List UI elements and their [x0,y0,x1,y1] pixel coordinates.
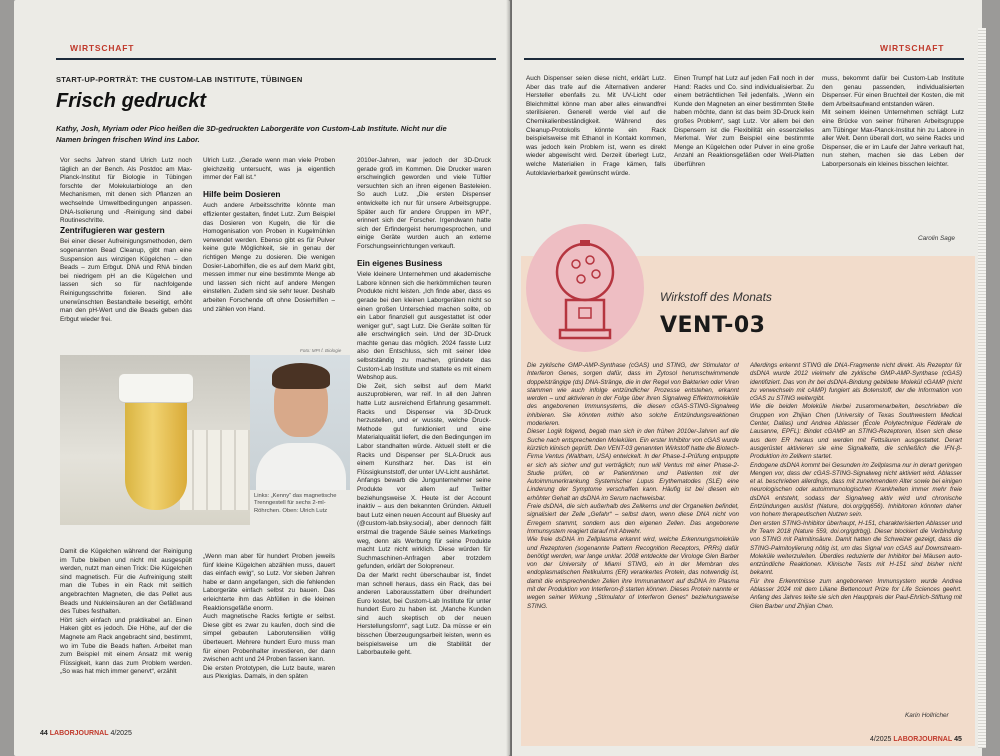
paragraph: Mit seinem kleinen Unternehmen schlägt Lutz eine Brücke von seiner früheren Arbeitsgruppe am Tübinger Max-Planck-Institut hin zu Labore in aller Welt. Denn überall dort, wo seine Racks und Dispenser, die er im Laufe der Jahre verkauft hat, nun stehen, machen sie das Leben der Laborpersonals ein kleines bisschen leichter. [822,109,964,168]
magnetic-rack-photo [60,355,250,525]
box-kicker: Wirkstoff des Monats [660,290,772,304]
right-header-rule [524,58,964,60]
paragraph: Allerdings erkennt STING die DNA-Fragmente nicht direkt. Als Rezeptor für dsDNA wurde 2012 vielmehr die zyklische GMP-AMP-Synthase (cGAS) identifiziert. Das von ihr bei dsDNA-Bindung gebildete Molekül cGAMP (nicht zu verwechseln mit cAMP) fungiert als Botenstoff, der die Information von cGAS zu STING weitergibt. [750,362,962,403]
paragraph: Den ersten STING-Inhibitor überhaupt, H-151, charakterisierten Ablasser und ihr Team 2018 (Nature 559, doi.org/gdrbgj). Dieser blockiert die Verbindung von STING mit Palmitinsäure. Damit hatten die Schweizer gezeigt, dass die STING-Palmitoylierung nötig ist, um das Signal von cGAS auf Downstream-Moleküle weiterzuleiten. Überdies reduzierte der Inhibitor bei Mäusen auto-entzündliche Reaktionen. Klinische Tests mit H-151 sind bisher nicht bekannt. [750,519,962,577]
paragraph: Die zyklische GMP-AMP-Synthase (cGAS) und STING, der Stimulator of Interferon Genes, sorgen dafür, dass im Zytosol herumschwimmende doppelsträngige (ds) DNA-Stränge, die in der Regel von Bakterien oder Viren stammen wie auch infolge entzündlicher Prozesse entstehen, erkannt werden – und aktivieren in der Folge über ihren Signalweg Effektormoleküle des angeborenen Immunsystems, die diesen cGAS-STING-Signalweg inhibieren. Sie könnten mithin also solche Entzündungsreaktionen moderieren. [527,362,739,428]
paragraph: Freie dsDNA, die sich außerhalb des Zellkerns und der Organellen befindet, signalisiert der Zelle „Gefahr“ – selbst dann, wenn diese DNA nicht von Erregern stammt, sondern aus den eigenen Zellen. Das angeborene Immunsystem reagiert darauf mit Abwehr. [527,503,739,535]
portrait-photo [250,355,350,490]
right-column-1 [526,75,666,225]
subheading: Hilfe beim Dosieren [203,188,281,199]
paragraph: Bei einer dieser Aufreinigungsmethoden, dem sogenannten Bead Cleanup, gibt man eine Suspension aus winzigen Kügelchen – den Beads – zum Erbgut. DNA und RNA binden bei niedrigem pH an die Kügelchen und lassen sich so für nachfolgende Reinigungsschritte fixieren. Sind alle unerwünschten Bestandteile beseitigt, erhöht man den pH-Wert und die Beads geben das Erbgut wieder frei. [60,238,192,323]
issue-number: 4/2025 [870,736,892,743]
photo-credit: Foto: MPI f. Biologie [300,348,342,353]
right-footer [870,736,962,743]
paragraph: muss, bekommt dafür bei Custom-Lab Institute den genau passenden, individualisierten Dispenser. Für einen Bruchteil der Kosten, die mit dem Arbeitsaufwand entstanden wären. [822,75,964,108]
tube-cap-shape [118,373,194,403]
rack-shape [180,430,250,510]
paragraph: Da der Markt recht überschaubar ist, findet man schnell heraus, dass ein Rack, das bei anderen Laborausstattern über dreihundert Euro kostet, bei Custom-Lab Institute für unter hundert Euro zu haben ist. „Manche Kunden sind auch skeptisch ob der neuen Herstellungsform“, sagt Lutz. Da müsse er ein bisschen Überzeugungsarbeit leisten, wenn es beispielsweise um die Stabilität der Laborbauteile geht. [357,571,491,657]
gumball-machine-icon-svg [526,224,644,352]
paragraph: Vor sechs Jahren stand Ulrich Lutz noch täglich an der Bench. Als Postdoc am Max-Planck-Institut für Biologie in Tübingen forschte der Molekularbiologe an den Mechanismen, mit denen sich Pflanzen an wechselnde Umweltbedingungen anpassen. DNA-Isolierung und -Reinigung sind dabei Routineschritte. [60,157,192,225]
paragraph: Viele kleinere Unternehmen und akademische Labore können sich die herkömmlichen teuren Produkte nicht leisten. „Ich finde aber, dass es gerade bei den kleinen Laborgeräten nicht so einen großen Unterschied machen sollte, ob ein Labor finanziell gut ausgestattet ist oder weniger gut“, sagt Lutz. Die Geräte sollten für alle erschwinglich sein. Und der 3D-Druck machte genau das möglich. 2024 fasste Lutz also den Entschluss, sich mit seiner Idee selbstständig zu machen, gründete das Custom-Lab Institute und stattete es mit einem Webshop aus. [357,271,491,382]
box-column-2 [750,362,962,715]
left-section-label: WIRTSCHAFT [70,43,135,53]
paragraph: Für ihre Erkenntnisse zum angeborenen Immunsystem wurde Andrea Ablasser 2024 mit dem Liliane Bettencourt Prize for Life Sciences geehrt. Anfang des Jahres teilte sie sich den Hauptpreis der Paul-Ehrlich-Stiftung mit Glen Barber und Zhijian Chen. [750,577,962,610]
page-edge [978,28,986,748]
article-title: Frisch gedruckt [56,90,207,112]
paragraph: Die Zeit, sich selbst auf dem Markt auszuprobieren, war reif. In all den Jahren hatte Lutz ausreichend Erfahrung gesammelt. Racks und Dispenser via 3D-Druck herzustellen, und er wusste, welche Druck-Methode gut funktioniert und eine Materialqualität liefert, die den Bedingungen im Labor standhalten würde. Aktuell stellt er die Racks und Dispenser per SLA-Druck aus einem Kunstharz her. Das ist ein Flüssigkunststoff, der unter UV-Licht aushärtet. [357,382,491,476]
right-column-2 [674,75,814,225]
paragraph: Einen Trumpf hat Lutz auf jeden Fall noch in der Hand: Racks und Co. sind individualisierbar. Zu einem beträchtlichen Teil jedenfalls. „Wenn ein Kunde den Magneten an einer bestimmten Stelle haben möchte, dann ist das beim 3D-Druck kein großes Problem“, sagt Lutz. Vor allem bei den Dispensern ist die Flexibilität ein essenzielles Merkmal. Wer zum Beispiel eine bestimmte Menge an Kügelchen oder Pulver in eine große Anzahl an Reaktionsgefäßen oder Well-Platten überführen [674,75,814,168]
article-teaser: Kathy, Josh, Myriam oder Pico heißen die 3D-gedruckten Laborgeräte von Custom-Lab Institute. Nicht nur die Namen bringen frischen Wind ins Labor. [56,124,447,144]
left-column-3 [357,157,491,710]
right-section-label: WIRTSCHAFT [880,43,945,53]
paragraph: Wie freie dsDNA im Zellplasma erkannt wird, welche Erkennungsmoleküle und Rezeptoren (sogenannte Pattern Recognition Receptors, PRRs) dafür benötigt werden, war lange unklar. 2008 entdeckte der Virologe Glen Barber von der University of Miami STING, ein in der Membran des endoplasmatischen Retikulums (ER) verankertes Protein, das notwendig ist, damit die entsprechenden Zellen ihre Immunantwort auf dsDNA im Plasma mit der Produktion von Interferon-β starten können. Dieses Protein nannte er wegen seiner Wirkung „Stimulator of Interferon Genes“ beziehungsweise STING. [527,536,739,610]
subheading: Zentrifugieren war gestern [60,224,165,235]
gumball-machine-icon [526,224,644,352]
paragraph: Ulrich Lutz. „Gerade wenn man viele Proben gleichzeitig untersucht, was ja eigentlich immer der Fall ist.“ [203,157,335,182]
paragraph: Dieser Logik folgend, begab man sich in den frühen 2010er-Jahren auf die Suche nach entsprechenden Molekülen. Ein erster Inhibitor von cGAS wurde kürzlich klinisch geprüft. Den VENT-03 genannten Wirkstoff hatte die Biotech-Firma Ventus (Waltham, USA) entwickelt. In der Phase-1-Prüfung entpuppte er sich als sicher und gut verträglich; nun will Ventus mit einer Phase-2-Studie prüfen, ob er Patientinnen und Patienten mit der Autoimmunerkrankung Systemischer Lupus Erythematodes (SLE) eine Linderung der Symptome verschaffen kann. Häufig ist bei diesen ein erhöhter Gehalt an dsDNA im Serum nachweisbar. [527,428,739,502]
paragraph: Auch Dispenser seien diese nicht, erklärt Lutz. Aber das trafe auf die Alternativen anderer Hersteller ebenfalls zu. Mit UV-Licht oder Bleichmittel könne man aber alles einwandfrei sterilisieren. Generell werde viel auf die Chemikalienbeständigkeit. Während des Cleanup-Protokolls könnte ein Rack beispielsweise mit Ethanol in Kontakt kommen, was jedoch kein Problem ist, wenn es direkt wieder abgewischt wird. Derzeit überlegt Lutz, welche Materialien in Frage kämen, falls Autoklavierbarkeit gewünscht würde. [526,75,666,177]
issue-number: 4/2025 [110,730,132,737]
right-column-3 [822,75,964,225]
paragraph: Auch andere Arbeitsschritte könnte man effizienter gestalten, findet Lutz. Zum Beispiel das Dosieren von Kugeln, die für die Homogenisation von Proben in Kugelmühlen verwendet werden. Ebenso gibt es für Pulver keine gute Möglichkeit, sie in genau der richtigen Menge zu dosieren. Die wenigen Dosier-Laborhilfen, die es auf dem Markt gibt, messen immer nur eine bestimmte Menge ab und lassen sich nicht auf andere Mengen einstellen. Zudem sind sie sehr teuer. Deshalb arbeiten Forschende oft ohne Dosierhilfen – und zählen von Hand. [203,202,335,313]
paragraph: Damit die Kügelchen während der Reinigung im Tube bleiben und nicht mit ausgespült werden, nutzt man einen Trick: Die Kügelchen sind magnetisch. Für die Aufreinigung stellt man die Tubes in ein Rack mit seitlich angebrachten Magneten, die das Pellet aus Beads und Nukleinsäuren an der Gefäßwand des Tubes festhalten. [60,548,192,616]
box-signature: Karin Hollricher [905,712,949,719]
hair-shape [272,363,330,389]
paragraph: Auch magnetische Racks fertigte er selbst. Diese gibt es zwar zu kaufen, doch sind die simpel gebauten Laborutensilien völlig überteuert. Mehrere hundert Euro muss man für einen Probenhalter investieren, der dann zwischen acht und 24 Proben fassen kann. [203,613,335,664]
left-column-1-bottom [60,548,192,718]
left-column-2-top [203,157,335,345]
paragraph: Wie die beiden Moleküle hierbei zusammenarbeiten, beschrieben die Gruppen von Zhijian Chen (University of Texas Southwestern Medical Center, Dallas) und Andrea Ablasser (École Polytechnique Fédérale de Lausanne, EPFL): Bindet cGAMP an STING-Rezeptoren, lösen sich diese aus dem ER heraus und werden mit Fettsäuren ausgestattet. Derart ausgerüstet aktivieren sie eine Signalkette, die schließlich die IFN-β-Produktion im Zellkern startet. [750,403,962,461]
box-title: VENT-03 [660,313,766,338]
left-column-1-top [60,157,192,345]
magazine-brand: LABORJOURNAL [49,730,109,737]
paragraph: Hört sich einfach und praktikabel an. Einen Haken gibt es jedoch. Die Höhe, auf der die Magnete am Rack angebracht sind, bestimmt, wo im Tube die Beads haften. Arbeitet man zum Beispiel mit einem Ansatz mit wenig Flüssigkeit, kann das zum Problem werden. „So was hat mich immer genervt“, erzählt [60,616,192,676]
tube-shape [125,395,187,510]
magazine-brand: LABORJOURNAL [893,736,953,743]
page-number: 45 [954,736,962,743]
paragraph: Anfangs bewarb die Jungunternehmer seine Produkte vor allem auf Twitter beziehungsweise X. Heute ist der Account inaktiv – aus den bekannten Gründen. Aktuell baut Lutz einen neuen Account auf Bluesky auf (@custom-lab.bsky.social), aber dennoch fällt erstmal die tragende Säule seines Marketings weg, denn als Werbung für seine Produkte macht Lutz nicht wirklich. Diese würden für Suchmaschinen-Anfragen aber trotzdem gefunden, erklärt der Solopreneur. [357,477,491,571]
shirt-shape [256,443,346,490]
paragraph: 2010er-Jahren, war jedoch der 3D-Druck gerade groß im Kommen. Die Drucker waren erschwinglich geworden und viele Tüftler versuchten sich an ihren eigenen Basteleien. So auch Lutz. „Die ersten Dispenser entwickelte ich nur für unsere Arbeitsgruppe. Später auch für andere Gruppen im MPI“, erinnert sich der Forscher. Irgendwann hatte sich der Erfindergeist herumgesprochen, und einige Geräte wurden auch an externe Forschungseinrichtungen verkauft. [357,157,491,250]
paragraph: Die ersten Prototypen, die Lutz baute, waren aus Plexiglas. Damals, in den späten [203,664,335,681]
paragraph: „Wenn man aber für hundert Proben jeweils fünf kleine Kügelchen abzählen muss, dauert das einfach ewig“, so Lutz. Vor sieben Jahren habe er dann angefangen, sich die fehlenden Laborgeräte einfach selbst zu bauen. Das erleichterte ihm das Abfüllen in die kleinen Reaktionsgefäße enorm. [203,553,335,612]
photo-caption: Links: „Kenny“ das magnetische Trenngestell für sechs 2-ml-Röhrchen. Oben: Ulrich Lutz [254,493,337,514]
left-column-2-bottom [203,553,335,718]
paragraph: Endogene dsDNA kommt bei Gesunden im Zellplasma nur in derart geringen Mengen vor, dass der cGAS-STING-Signalweg nicht aktiviert wird. Ablasser et al. beschrieben allerdings, dass mit zunehmendem Alter sowie bei einigen neurologischen oder autoimmunologischen Krankheiten immer mehr freie dsDNA entsteht, sodass der Signalweg aktiv wird und chronische Entzündungen auslöst (Nature, doi.org/gq656). Inhibitoren könnten daher von hohem therapeutischen Nutzen sein. [750,461,962,519]
subheading: Ein eigenes Business [357,257,443,268]
left-header-rule [56,58,496,60]
author-signature: Carolin Sage [918,235,955,242]
article-kicker: START-UP-PORTRÄT: THE CUSTOM-LAB INSTITUTE, TÜBINGEN [56,75,303,84]
page-number: 44 [40,730,48,737]
box-column-1 [527,362,739,722]
left-footer [40,730,132,737]
